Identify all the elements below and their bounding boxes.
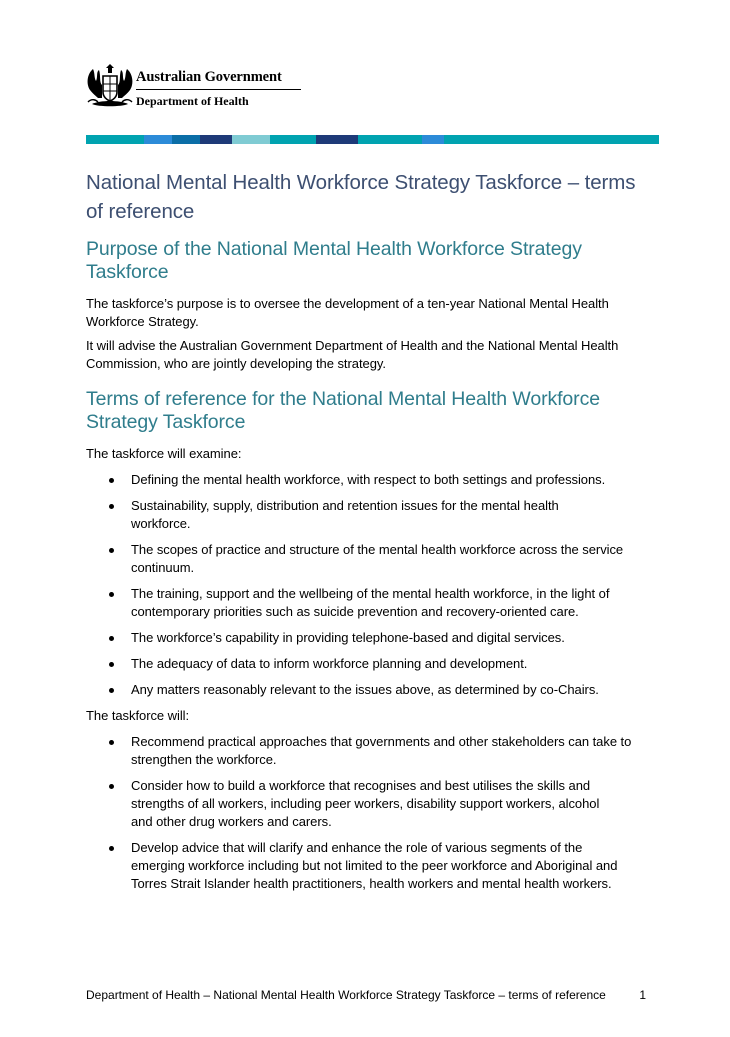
examine-list bbox=[86, 471, 646, 699]
color-strip-segment bbox=[144, 135, 172, 144]
bullet-icon bbox=[109, 740, 114, 745]
bullet-icon bbox=[109, 784, 114, 789]
color-strip-segment bbox=[232, 135, 270, 144]
department-name: Department of Health bbox=[136, 94, 249, 108]
page-number: 1 bbox=[639, 988, 646, 1002]
bullet-icon bbox=[109, 478, 114, 483]
bullet-icon bbox=[109, 662, 114, 667]
color-strip bbox=[86, 135, 659, 144]
color-strip-segment bbox=[422, 135, 444, 144]
color-strip-segment bbox=[444, 135, 659, 144]
bullet-icon bbox=[109, 688, 114, 693]
government-name: Australian Government bbox=[136, 69, 282, 85]
color-strip-segment bbox=[172, 135, 200, 144]
color-strip-segment bbox=[86, 135, 122, 144]
examine-intro: The taskforce will examine: bbox=[86, 446, 242, 461]
document-title: National Mental Health Workforce Strategy Taskforce – terms of reference bbox=[86, 171, 636, 223]
list-item: The training, support and the wellbeing of the mental health workforce, in the light of contemporary priorities such as suicide prevention and recovery-oriented care. bbox=[86, 585, 646, 621]
bullet-icon bbox=[109, 548, 114, 553]
color-strip-segment bbox=[358, 135, 422, 144]
bullet-icon bbox=[109, 504, 114, 509]
terms-heading: Terms of reference for the National Mental Health Workforce Strategy Taskforce bbox=[86, 388, 600, 433]
list-item: Recommend practical approaches that governments and other stakeholders can take to strengthen the workforce. bbox=[86, 733, 646, 769]
wordmark-divider bbox=[136, 89, 301, 90]
page-footer bbox=[86, 987, 646, 1003]
color-strip-segment bbox=[122, 135, 144, 144]
will-intro: The taskforce will: bbox=[86, 708, 190, 723]
list-item: Develop advice that will clarify and enhance the role of various segments of the emerging workforce including but not limited to the peer workforce and Aboriginal and Torres Strait Islander health practitioners, health workers and mental health workers. bbox=[86, 839, 646, 893]
bullet-icon bbox=[109, 846, 114, 851]
list-item: The scopes of practice and structure of the mental health workforce across the service continuum. bbox=[86, 541, 646, 577]
list-item: The adequacy of data to inform workforce planning and development. bbox=[86, 655, 646, 673]
coat-of-arms-icon bbox=[84, 60, 136, 112]
color-strip-segment bbox=[270, 135, 316, 144]
list-item: The workforce’s capability in providing telephone-based and digital services. bbox=[86, 629, 646, 647]
will-list bbox=[86, 733, 646, 893]
list-item: Any matters reasonably relevant to the issues above, as determined by co-Chairs. bbox=[86, 681, 646, 699]
bullet-icon bbox=[109, 592, 114, 597]
government-wordmark bbox=[136, 68, 302, 108]
government-logo bbox=[84, 60, 314, 118]
purpose-paragraph-1: The taskforce’s purpose is to oversee the development of a ten-year National Mental Health Workforce Strategy. bbox=[86, 296, 609, 329]
list-item: Defining the mental health workforce, with respect to both settings and professions. bbox=[86, 471, 646, 489]
bullet-icon bbox=[109, 636, 114, 641]
purpose-paragraph-2: It will advise the Australian Government Department of Health and the National Mental Health Commission, who are jointly developing the strategy. bbox=[86, 338, 619, 371]
color-strip-segment bbox=[316, 135, 358, 144]
list-item: Sustainability, supply, distribution and retention issues for the mental health workforce. bbox=[86, 497, 646, 533]
document-body bbox=[86, 168, 646, 893]
footer-text: Department of Health – National Mental Health Workforce Strategy Taskforce – terms of reference bbox=[86, 988, 606, 1002]
purpose-heading: Purpose of the National Mental Health Workforce Strategy Taskforce bbox=[86, 238, 582, 283]
list-item: Consider how to build a workforce that recognises and best utilises the skills and strengths of all workers, including peer workers, disability support workers, alcohol and other drug workers and carers. bbox=[86, 777, 646, 831]
color-strip-segment bbox=[200, 135, 232, 144]
